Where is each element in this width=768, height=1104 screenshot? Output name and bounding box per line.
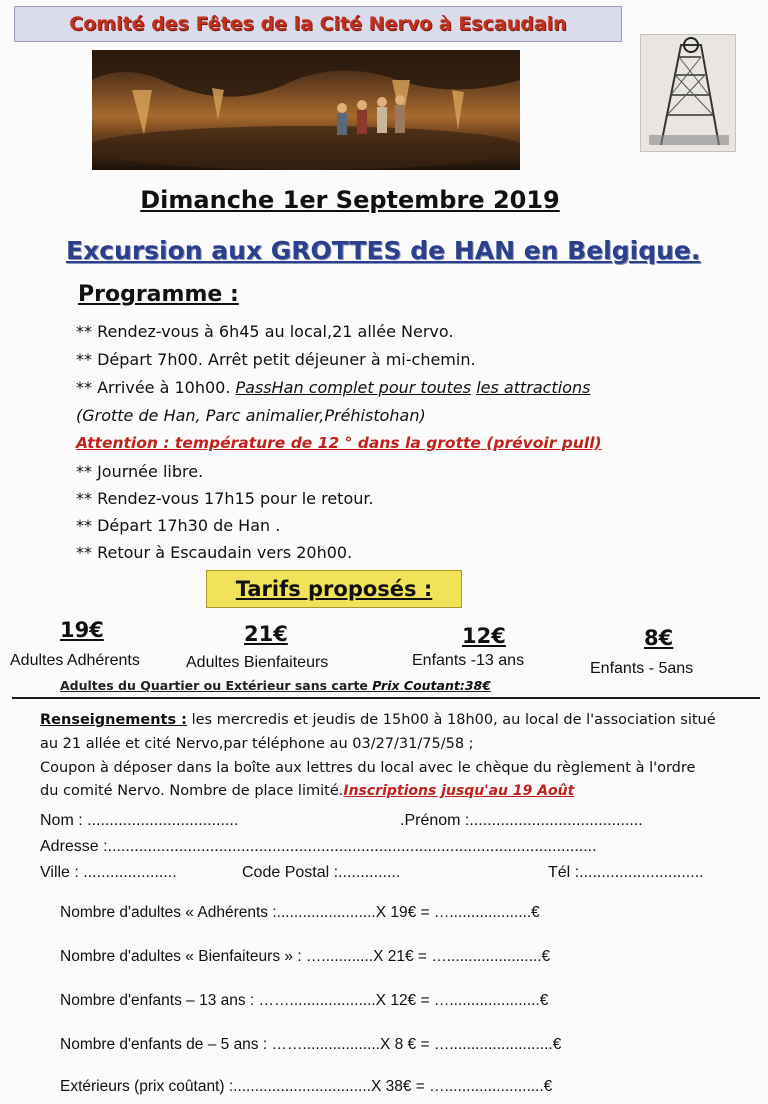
event-date: Dimanche 1er Septembre 2019 <box>140 186 560 214</box>
quartier-text: Adultes du Quartier ou Extérieur sans carte <box>60 678 373 693</box>
order-row-enfants-5[interactable]: Nombre d'enfants de – 5 ans : ……..................X 8 € = …........................€ <box>60 1036 562 1053</box>
event-title: Excursion aux GROTTES de HAN en Belgique. <box>66 236 701 265</box>
label-adherents: Adultes Adhérents <box>10 652 140 669</box>
page-title: Comité des Fêtes de la Cité Nervo à Escaudain <box>14 6 622 42</box>
deadline-note: Inscriptions jusqu'au 19 Août <box>343 783 575 799</box>
divider <box>12 697 760 699</box>
price-enfants-5: 8€ <box>644 626 674 650</box>
attractions-text: les attractions <box>476 378 591 397</box>
info-line <box>40 783 574 799</box>
programme-line: (Grotte de Han, Parc animalier,Préhistohan) <box>76 406 426 425</box>
info-line: au 21 allée et cité Nervo,par téléphone au 03/27/31/75/58 ; <box>40 736 474 752</box>
order-row-adherents[interactable]: Nombre d'adultes « Adhérents :.......................X 19€ = …...................€ <box>60 904 540 921</box>
code-postal-field[interactable]: Code Postal :.............. <box>242 864 401 881</box>
prenom-field[interactable]: .Prénom :....................................... <box>400 812 643 829</box>
tel-field[interactable]: Tél :............................ <box>548 864 704 881</box>
programme-line: ** Retour à Escaudain vers 20h00. <box>76 543 353 562</box>
programme-line: ** Rendez-vous 17h15 pour le retour. <box>76 489 374 508</box>
info-line <box>40 712 716 728</box>
label-enfants-13: Enfants -13 ans <box>412 652 525 669</box>
programme-line: ** Départ 7h00. Arrêt petit déjeuner à mi-chemin. <box>76 350 476 369</box>
info-text: les mercredis et jeudis de 15h00 à 18h00, au local de l'association situé <box>186 712 716 728</box>
programme-line: ** Rendez-vous à 6h45 au local,21 allée Nervo. <box>76 322 454 341</box>
tarifs-heading-text: Tarifs proposés : <box>235 577 433 601</box>
info-text: du comité Nervo. Nombre de place limité. <box>40 783 344 799</box>
programme-heading: Programme : <box>78 282 239 307</box>
programme-line <box>76 378 590 397</box>
programme-line: ** Départ 17h30 de Han . <box>76 516 281 535</box>
tarifs-heading <box>206 570 462 608</box>
label-bienfaiteurs: Adultes Bienfaiteurs <box>186 654 329 671</box>
info-line: Coupon à déposer dans la boîte aux lettres du local avec le chèque du règlement à l'ordre <box>40 760 696 776</box>
info-label: Renseignements : <box>40 712 187 728</box>
price-enfants-13: 12€ <box>462 624 506 648</box>
programme-line: ** Journée libre. <box>76 462 204 481</box>
order-row-bienfaiteurs[interactable]: Nombre d'adultes « Bienfaiteurs » : …............X 21€ = …......................€ <box>60 948 551 965</box>
order-row-exterieurs[interactable]: Extérieurs (prix coûtant) :................................X 38€ = ….......................€ <box>60 1078 553 1095</box>
quartier-price: Prix Coutant:38€ <box>372 678 491 693</box>
passhan-text: PassHan complet pour toutes <box>235 378 472 397</box>
label-enfants-5: Enfants - 5ans <box>590 660 694 677</box>
programme-line-prefix: ** Arrivée à 10h00. <box>76 378 236 397</box>
cave-photo <box>92 50 520 170</box>
adresse-field[interactable]: Adresse :.............................................................................................................. <box>40 838 597 855</box>
price-bienfaiteurs: 21€ <box>244 622 288 646</box>
nom-field[interactable]: Nom : .................................. <box>40 812 239 829</box>
quartier-note <box>60 678 491 693</box>
price-adherents: 19€ <box>60 618 104 642</box>
order-row-enfants-13[interactable]: Nombre d'enfants – 13 ans : ……....................X 12€ = ….....................€ <box>60 992 549 1009</box>
headframe-illustration <box>640 34 736 152</box>
attention-note: Attention : température de 12 ° dans la grotte (prévoir pull) <box>76 434 602 452</box>
ville-field[interactable]: Ville : ..................... <box>40 864 177 881</box>
